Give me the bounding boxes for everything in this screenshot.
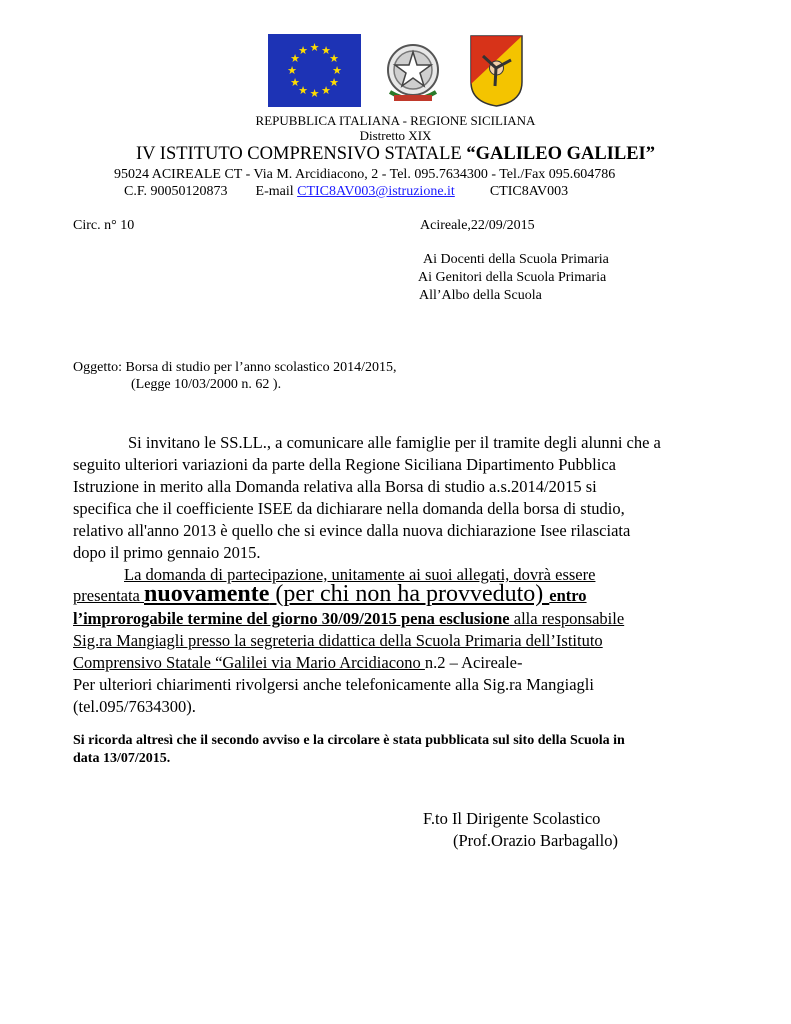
deadline-line (73, 608, 624, 630)
body-line: dopo il primo gennaio 2015. (73, 543, 261, 562)
presentation-line (73, 580, 587, 611)
recipient-line: Ai Docenti della Scuola Primaria (423, 252, 609, 267)
recipient-line: All’Albo della Scuola (419, 288, 542, 303)
alla-responsabile: alla responsabile (509, 609, 625, 628)
tax-code: C.F. 90050120873 (124, 184, 228, 199)
body-line: seguito ulteriori variazioni da parte della Regione Siciliana Dipartimento Pubblica (73, 455, 616, 474)
sicily-region-crest-logo (469, 34, 524, 107)
address-underlined: Comprensivo Statale “Galilei via Mario Arcidiacono (73, 653, 425, 672)
svg-text:★: ★ (298, 84, 308, 97)
presentata-word: presentata (73, 586, 145, 605)
school-name: “GALILEO GALILEI” (466, 144, 656, 164)
body-line: (tel.095/7634300). (73, 697, 196, 716)
body-line: Si invitano le SS.LL., a comunicare alle famiglie per il tramite degli alunni che a (128, 433, 661, 452)
svg-text:★: ★ (309, 41, 320, 54)
notice-line-1: Si ricorda altresì che il secondo avviso e la circolare è stata pubblicata sul sito della Scuola in (73, 733, 625, 748)
svg-text:★: ★ (298, 44, 308, 57)
deadline-text: l’improrogabile termine del giorno 30/09/2015 pena esclusione (73, 609, 510, 628)
paren-note: (per chi non ha provveduto) (269, 581, 550, 607)
notice-line-2: data 13/07/2015. (73, 751, 171, 766)
header-contacts (124, 184, 568, 200)
svg-text:★: ★ (329, 76, 339, 89)
school-title (0, 144, 791, 165)
eu-flag-logo (268, 34, 361, 107)
header-line-2: Distretto XIX (359, 128, 432, 143)
entro-word: entro (549, 586, 587, 605)
svg-text:★: ★ (321, 44, 331, 57)
svg-text:★: ★ (290, 52, 300, 65)
body-line: La domanda di partecipazione, unitamente ai suoi allegati, dovrà essere (124, 565, 596, 584)
place-date: Acireale,22/09/2015 (420, 218, 535, 233)
subject-line-1: Oggetto: Borsa di studio per l’anno scolastico 2014/2015, (73, 360, 397, 375)
svg-text:★: ★ (321, 84, 331, 97)
body-line: relativo all'anno 2013 è quello che si evince dalla nuova dichiarazione Isee rilasciata (73, 521, 631, 540)
body-line: Sig.ra Mangiagli presso la segreteria didattica della Scuola Primaria dell’Istituto (73, 631, 603, 650)
address-rest: n.2 – Acireale- (424, 653, 523, 672)
circular-number: Circ. n° 10 (73, 218, 135, 233)
body-line (73, 652, 523, 674)
svg-text:★: ★ (309, 87, 320, 100)
body-line: Istruzione in merito alla Domanda relativa alla Borsa di studio a.s.2014/2015 si (73, 477, 597, 496)
subject-line-2: (Legge 10/03/2000 n. 62 ). (131, 377, 282, 392)
svg-text:★: ★ (287, 64, 297, 77)
svg-text:★: ★ (290, 76, 300, 89)
email-label: E-mail (255, 184, 298, 199)
body-line: specifica che il coefficiente ISEE da dichiarare nella domanda della borsa di studio, (73, 499, 625, 518)
signature-name: (Prof.Orazio Barbagallo) (453, 831, 618, 850)
signature-title: F.to Il Dirigente Scolastico (423, 809, 601, 828)
email-link[interactable]: CTIC8AV003@istruzione.it (297, 184, 455, 199)
italian-republic-emblem-logo (384, 40, 442, 106)
svg-text:★: ★ (329, 52, 339, 65)
header-line-1: REPUBBLICA ITALIANA - REGIONE SICILIANA (255, 113, 536, 128)
recipient-line: Ai Genitori della Scuola Primaria (418, 270, 607, 285)
school-code: CTIC8AV003 (489, 184, 569, 199)
header-address: 95024 ACIREALE CT - Via M. Arcidiacono, 2 - Tel. 095.7634300 - Tel./Fax 095.604786 (114, 167, 616, 182)
nuovamente-word: nuovamente (144, 581, 270, 607)
body-line: Per ulteriori chiarimenti rivolgersi anche telefonicamente alla Sig.ra Mangiagli (73, 675, 594, 694)
svg-text:★: ★ (332, 64, 342, 77)
school-prefix: IV ISTITUTO COMPRENSIVO STATALE (135, 144, 467, 164)
